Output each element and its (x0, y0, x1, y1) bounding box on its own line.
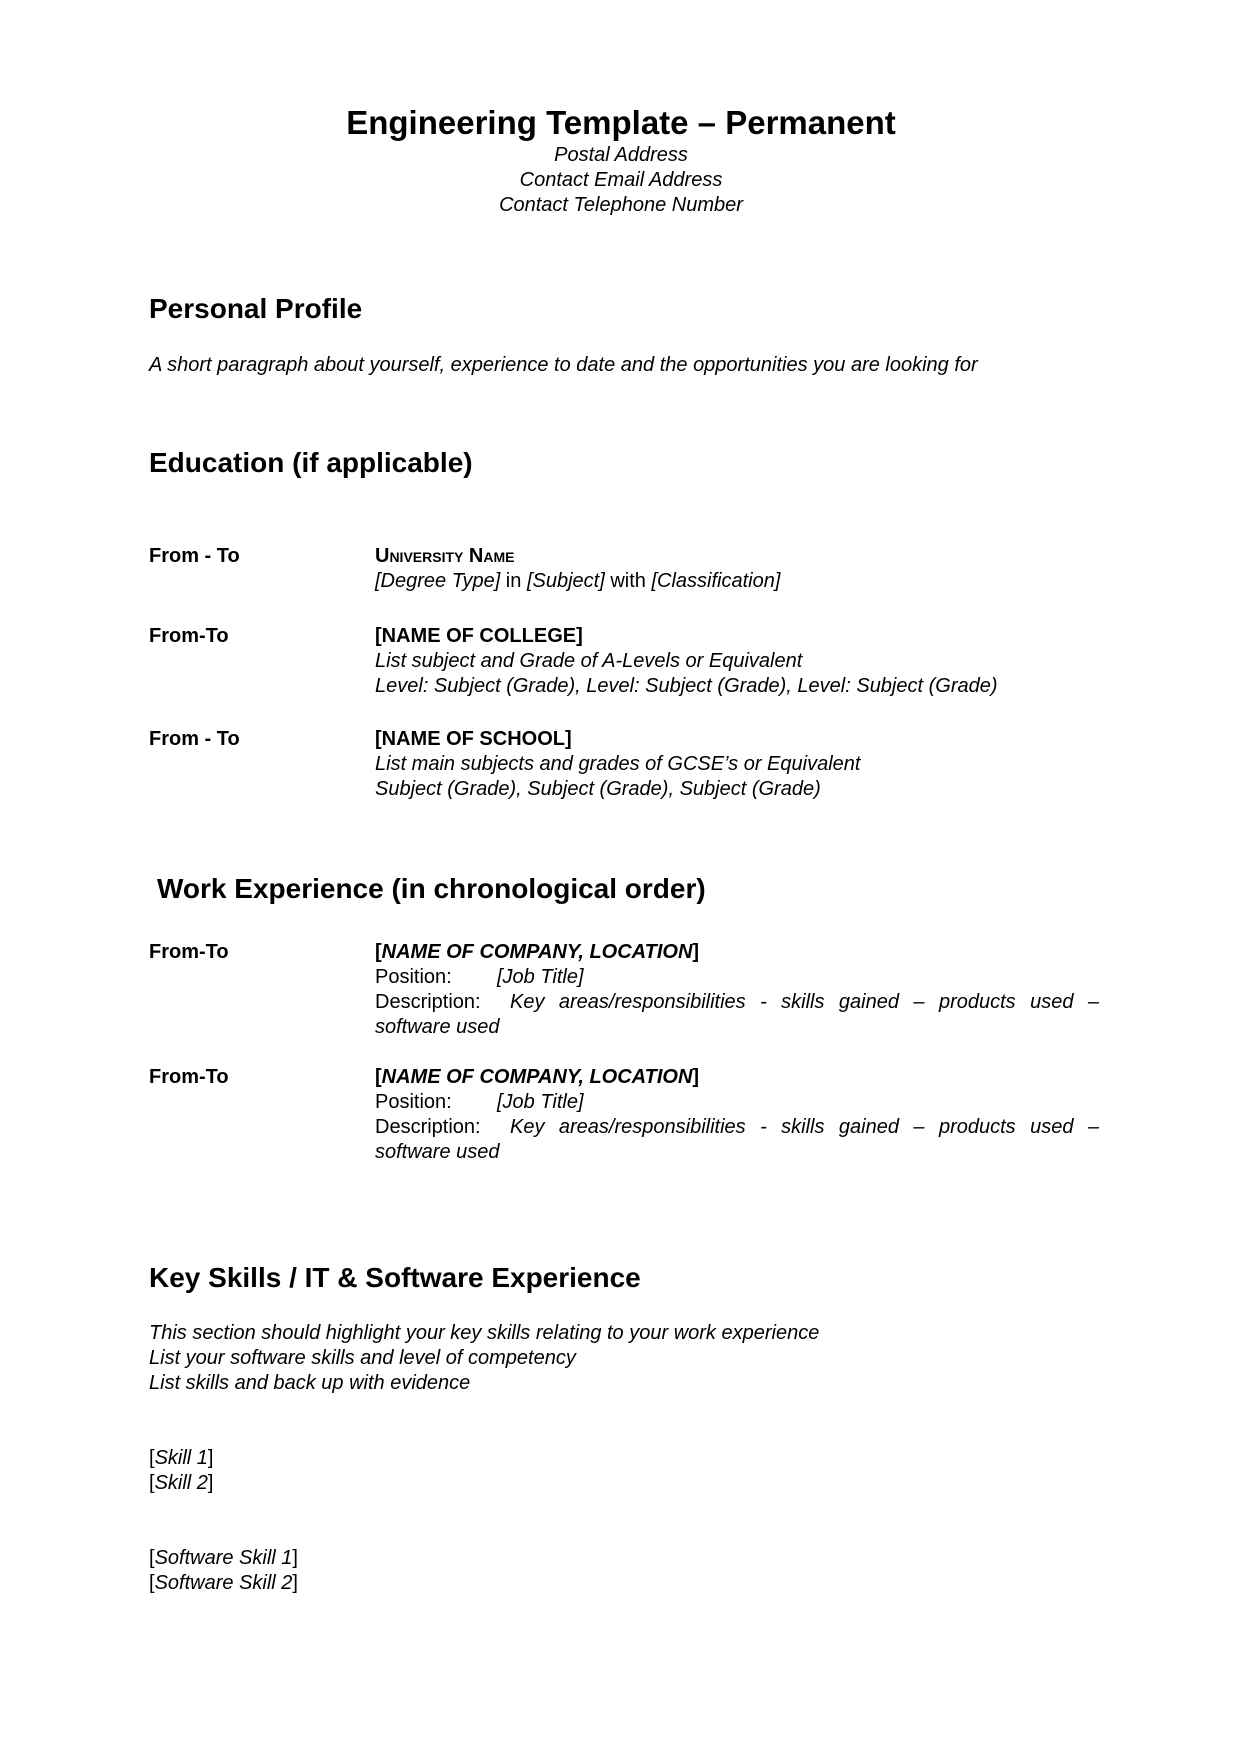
section-heading-skills: Key Skills / IT & Software Experience (149, 1262, 641, 1293)
position-label: Position: (375, 966, 452, 988)
company-name: NAME OF COMPANY, LOCATION (381, 1066, 693, 1088)
profile-text: A short paragraph about yourself, experience to date and the opportunities you are looking for (149, 354, 978, 376)
entry-date: From-To (149, 941, 229, 963)
description-label: Description: (375, 1116, 481, 1138)
entry-date: From-To (149, 1066, 229, 1088)
skill-name: Skill 1 (154, 1447, 208, 1469)
contact-telephone: Contact Telephone Number (499, 194, 743, 216)
bracket: [ (149, 1472, 155, 1494)
bracket: [ (375, 941, 382, 963)
bracket: ] (692, 941, 700, 963)
institution-name: University Name (375, 545, 515, 567)
description-value: Key areas/responsibilities - skills gained – products used – software used (375, 1116, 1099, 1163)
skill-item (149, 1446, 213, 1471)
skills-intro (149, 1321, 819, 1396)
software-skill-name: Software Skill 2 (154, 1572, 293, 1594)
entry-date: From - To (149, 545, 240, 567)
entry-detail: Subject (Grade), Subject (Grade), Subject (Grade) (375, 778, 821, 800)
company-line (375, 940, 1099, 965)
degree-subject: [Subject] (526, 570, 605, 592)
position-label: Position: (375, 1091, 452, 1113)
bracket: ] (292, 1572, 298, 1594)
skills-intro-line: List your software skills and level of competency (149, 1347, 576, 1369)
bracket: ] (207, 1447, 214, 1469)
degree-connector: with (604, 570, 652, 592)
software-skill-name: Software Skill 1 (154, 1547, 293, 1569)
bracket: ] (292, 1547, 298, 1569)
degree-line (375, 569, 1099, 594)
entry-body (375, 1065, 1099, 1165)
entry-detail: List main subjects and grades of GCSE’s or Equivalent (375, 753, 861, 775)
company-line (375, 1065, 1099, 1090)
institution-name: [NAME OF COLLEGE] (375, 625, 583, 647)
software-skill-item (149, 1546, 298, 1571)
bracket: [ (375, 1066, 382, 1088)
document-header (0, 103, 1242, 218)
software-skill-item (149, 1571, 298, 1596)
skill-name: Skill 2 (154, 1472, 208, 1494)
position-line (375, 1090, 1099, 1115)
position-value: [Job Title] (497, 966, 584, 988)
bracket: ] (207, 1472, 214, 1494)
skill-list (149, 1446, 213, 1496)
entry-body (375, 624, 1099, 699)
degree-type: [Degree Type] (375, 570, 501, 592)
skill-item (149, 1471, 213, 1496)
description-line (375, 1115, 1099, 1165)
entry-date: From - To (149, 728, 240, 750)
section-heading-work: Work Experience (in chronological order) (157, 873, 706, 904)
document-title: Engineering Template – Permanent (346, 104, 896, 141)
skills-intro-line: This section should highlight your key skills relating to your work experience (149, 1322, 820, 1344)
entry-body (375, 727, 1099, 802)
bracket: ] (692, 1066, 700, 1088)
degree-classification: [Classification] (651, 570, 781, 592)
entry-date: From-To (149, 625, 229, 647)
bracket: [ (149, 1447, 155, 1469)
entry-detail: Level: Subject (Grade), Level: Subject (Grade), Level: Subject (Grade) (375, 675, 998, 697)
bracket: [ (149, 1572, 155, 1594)
description-label: Description: (375, 991, 481, 1013)
software-skill-list (149, 1546, 298, 1596)
position-value: [Job Title] (497, 1091, 584, 1113)
contact-email: Contact Email Address (519, 169, 723, 191)
institution-name: [NAME OF SCHOOL] (375, 728, 572, 750)
degree-connector: in (500, 570, 527, 592)
postal-address: Postal Address (554, 144, 688, 166)
skills-intro-line: List skills and back up with evidence (149, 1372, 471, 1394)
position-line (375, 965, 1099, 990)
description-line (375, 990, 1099, 1040)
section-heading-profile: Personal Profile (149, 293, 363, 324)
entry-body (375, 940, 1099, 1040)
entry-detail: List subject and Grade of A-Levels or Equivalent (375, 650, 803, 672)
description-value: Key areas/responsibilities - skills gained – products used – software used (375, 991, 1099, 1038)
section-heading-education: Education (if applicable) (149, 447, 473, 478)
bracket: [ (149, 1547, 155, 1569)
company-name: NAME OF COMPANY, LOCATION (381, 941, 693, 963)
entry-body (375, 544, 1099, 594)
